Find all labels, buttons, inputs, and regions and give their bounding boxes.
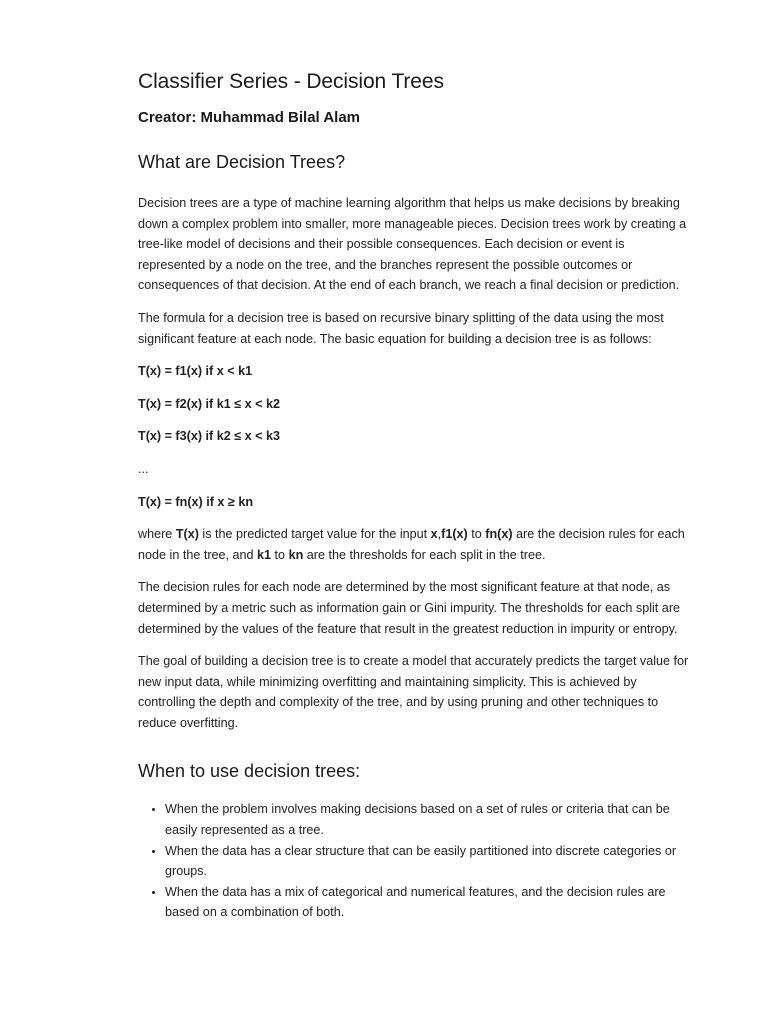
- formula-line-n: T(x) = fn(x) if x ≥ kn: [138, 494, 254, 509]
- where-text-to2: to: [271, 547, 289, 562]
- where-comma: ,: [437, 527, 442, 542]
- creator-label: Creator:: [138, 109, 197, 126]
- formula-line-3: T(x) = f3(x) if k2 ≤ x < k3: [138, 429, 280, 444]
- formula-line-1: T(x) = f1(x) if x < k1: [138, 364, 253, 379]
- paragraph-goal: The goal of building a decision tree is to create a model that accurately predicts the target value for new input data, while minimizing overfitting and maintaining simplicity. This is achieved by controlling the depth and complexity of the tree, and by using pruning and other techniques to reduce overfitting.: [138, 654, 689, 730]
- section-heading-when-to-use: When to use decision trees:: [138, 761, 361, 782]
- where-text-3: are the decision rules for each node in the tree, and: [138, 527, 685, 562]
- where-term-k1: k1: [257, 547, 272, 562]
- list-item: • When the problem involves making decisions based on a set of rules or criteria that can be easily represented as a tree.: [165, 799, 690, 840]
- paragraph-decision-rules: The decision rules for each node are determined by the most significant feature at that node, as determined by a metric such as information gain or Gini impurity. The thresholds for each split are determined by the values of the feature that result in the greatest reduction in impurity or entropy.: [138, 580, 681, 636]
- paragraph-intro: Decision trees are a type of machine learning algorithm that helps us make decisions by breaking down a complex problem into smaller, more manageable pieces. Decision trees work by creating a tree-like model of decisions and their possible consequences. Each decision or event is represented by a node on the tree, and the branches represent the possible outcomes or consequences of that decision. At the end of each branch, we reach a final decision or prediction.: [138, 196, 687, 293]
- where-text-4: are the thresholds for each split in the tree.: [303, 547, 546, 562]
- where-term-tx: T(x): [175, 527, 199, 542]
- where-term-fn: fn(x): [485, 527, 513, 542]
- where-term-f1: f1(x): [441, 527, 468, 542]
- where-text-1: where: [138, 527, 176, 542]
- where-text-to1: to: [467, 527, 486, 542]
- when-to-use-list: [138, 799, 690, 923]
- where-text-2: is the predicted target value for the input: [198, 527, 431, 542]
- list-item: • When the data has a clear structure that can be easily partitioned into discrete categories or groups.: [165, 841, 690, 882]
- formula-line-2: T(x) = f2(x) if k1 ≤ x < k2: [138, 396, 280, 411]
- where-term-x: x: [430, 527, 438, 542]
- paragraph-where-definitions: [138, 524, 690, 565]
- paragraph-formula-intro: The formula for a decision tree is based on recursive binary splitting of the data using the most significant feature at each node. The basic equation for building a decision tree is as follows:: [138, 310, 664, 346]
- document-content: [138, 64, 690, 923]
- section-heading-what-are-decision-trees: What are Decision Trees?: [138, 152, 346, 172]
- creator-name: Muhammad Bilal Alam: [200, 109, 361, 126]
- formula-ellipsis: ...: [138, 461, 149, 476]
- list-item: • When the data has a mix of categorical and numerical features, and the decision rules are based on a combination of both.: [165, 882, 690, 923]
- document-title: Classifier Series - Decision Trees: [138, 70, 444, 93]
- where-term-kn: kn: [288, 547, 304, 562]
- creator-line: [138, 106, 690, 130]
